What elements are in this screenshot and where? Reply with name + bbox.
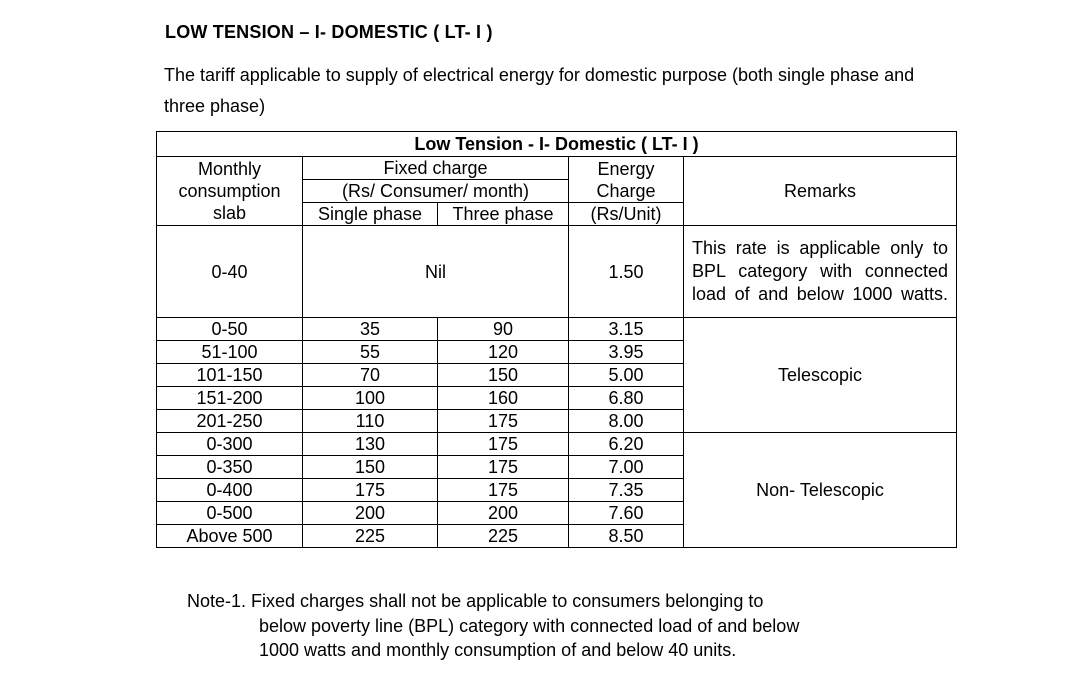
energy-cell: 3.95 (569, 341, 684, 364)
slab-cell: 0-500 (157, 502, 303, 525)
header-energy: Energy Charge (569, 157, 684, 203)
energy-cell: 7.35 (569, 479, 684, 502)
energy-cell: 6.20 (569, 433, 684, 456)
single-phase-cell: 100 (303, 387, 438, 410)
three-phase-cell: 200 (438, 502, 569, 525)
single-phase-cell: 150 (303, 456, 438, 479)
table-title: Low Tension - I- Domestic ( LT- I ) (157, 132, 957, 157)
page-heading: LOW TENSION – I- DOMESTIC ( LT- I ) (165, 22, 493, 42)
energy-cell: 8.50 (569, 525, 684, 548)
non-telescopic-remark: Non- Telescopic (684, 433, 957, 548)
three-phase-cell: 175 (438, 410, 569, 433)
three-phase-cell: 160 (438, 387, 569, 410)
single-phase-cell: 225 (303, 525, 438, 548)
intro-text: The tariff applicable to supply of electrical energy for domestic purpose (both single phase and three phase) (164, 65, 915, 116)
energy-cell: 7.60 (569, 502, 684, 525)
header-three-phase: Three phase (438, 203, 569, 226)
table-row (157, 433, 957, 456)
single-phase-cell: 175 (303, 479, 438, 502)
three-phase-cell: 175 (438, 433, 569, 456)
energy-cell: 6.80 (569, 387, 684, 410)
header-energy-unit: (Rs/Unit) (569, 203, 684, 226)
single-phase-cell: 110 (303, 410, 438, 433)
slab-cell: 0-50 (157, 318, 303, 341)
slab-cell: 101-150 (157, 364, 303, 387)
telescopic-remark: Telescopic (684, 318, 957, 433)
header-remarks: Remarks (684, 157, 957, 226)
note-line-3: 1000 watts and monthly consumption of and below 40 units. (259, 640, 737, 660)
single-phase-cell: 70 (303, 364, 438, 387)
bpl-remark: This rate is applicable only to BPL category with connected load of and below 1000 watts. (684, 226, 957, 318)
slab-cell: 201-250 (157, 410, 303, 433)
header-fixed: Fixed charge (303, 157, 569, 180)
single-phase-cell: 55 (303, 341, 438, 364)
note-line-1: Note-1. Fixed charges shall not be applicable to consumers belonging to (187, 591, 764, 611)
single-phase-cell: 35 (303, 318, 438, 341)
three-phase-cell: 120 (438, 341, 569, 364)
tariff-table (156, 131, 957, 548)
footnote (187, 589, 927, 663)
slab-cell: 151-200 (157, 387, 303, 410)
table-row (157, 318, 957, 341)
slab-cell: 0-350 (157, 456, 303, 479)
bpl-energy: 1.50 (569, 226, 684, 318)
three-phase-cell: 225 (438, 525, 569, 548)
slab-cell: 0-400 (157, 479, 303, 502)
slab-cell: Above 500 (157, 525, 303, 548)
energy-cell: 7.00 (569, 456, 684, 479)
energy-cell: 8.00 (569, 410, 684, 433)
energy-cell: 5.00 (569, 364, 684, 387)
header-fixed-unit: (Rs/ Consumer/ month) (303, 180, 569, 203)
single-phase-cell: 130 (303, 433, 438, 456)
slab-cell: 51-100 (157, 341, 303, 364)
three-phase-cell: 150 (438, 364, 569, 387)
three-phase-cell: 175 (438, 456, 569, 479)
note-line-2: below poverty line (BPL) category with connected load of and below (259, 615, 800, 636)
bpl-slab: 0-40 (157, 226, 303, 318)
three-phase-cell: 90 (438, 318, 569, 341)
header-single-phase: Single phase (303, 203, 438, 226)
slab-cell: 0-300 (157, 433, 303, 456)
bpl-fixed: Nil (303, 226, 569, 318)
energy-cell: 3.15 (569, 318, 684, 341)
three-phase-cell: 175 (438, 479, 569, 502)
header-slab: Monthly consumption slab (157, 157, 303, 226)
single-phase-cell: 200 (303, 502, 438, 525)
